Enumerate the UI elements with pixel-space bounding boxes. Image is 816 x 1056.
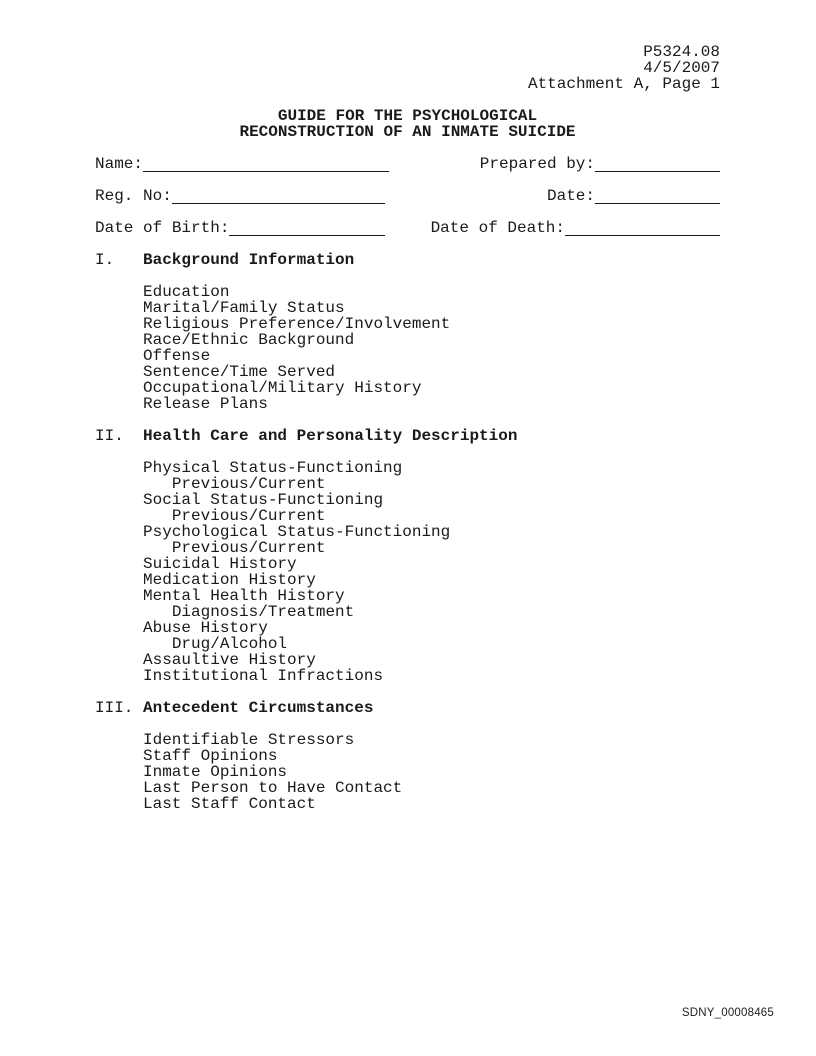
list-subitem: Drug/Alcohol [171, 635, 288, 653]
doc-header [95, 44, 720, 92]
form-row-regno-date [95, 188, 720, 204]
policy-number: P5324.08 [643, 43, 720, 61]
list-item: Inmate Opinions [143, 763, 288, 781]
prepared-by-field-line [595, 156, 720, 172]
form-row-name-preparedby [95, 156, 720, 172]
page-title-line-2: RECONSTRUCTION OF AN INMATE SUICIDE [239, 123, 576, 141]
list-item: Religious Preference/Involvement [143, 315, 451, 333]
bates-number: SDNY_00008465 [681, 1007, 774, 1019]
page-title-line-1: GUIDE FOR THE PSYCHOLOGICAL [277, 107, 538, 125]
section-numeral: III. [95, 699, 134, 717]
list-item: Abuse History [143, 619, 268, 637]
list-item: Identifiable Stressors [143, 731, 355, 749]
page-content [95, 44, 720, 812]
section-title: Background Information [143, 251, 355, 269]
section-heading-background-information [95, 252, 720, 268]
form-row-dob-dod [95, 220, 720, 236]
policy-date: 4/5/2007 [643, 59, 720, 77]
section-numeral: II. [95, 427, 124, 445]
name-field-line [143, 156, 389, 172]
list-item: Medication History [143, 571, 316, 589]
list-item: Assaultive History [143, 651, 316, 669]
list-item: Staff Opinions [143, 747, 278, 765]
list-item: Last Person to Have Contact [143, 779, 403, 797]
section-heading-health-care [95, 428, 720, 444]
name-label: Name: [95, 155, 144, 173]
list-item: Last Staff Contact [143, 795, 316, 813]
date-of-death-field-line [565, 220, 720, 236]
list-item: Race/Ethnic Background [143, 331, 355, 349]
list-item: Mental Health History [143, 587, 345, 605]
page-title [95, 108, 720, 140]
list-item: Education [143, 283, 230, 301]
list-item: Suicidal History [143, 555, 297, 573]
list-subitem: Diagnosis/Treatment [171, 603, 355, 621]
list-item: Offense [143, 347, 211, 365]
reg-no-field-line [172, 188, 385, 204]
list-item: Marital/Family Status [143, 299, 345, 317]
list-item: Institutional Infractions [143, 667, 384, 685]
list-item: Occupational/Military History [143, 379, 422, 397]
section-heading-antecedent-circumstances [95, 700, 720, 716]
list-item: Psychological Status-Functioning [143, 523, 451, 541]
attachment-page-label: Attachment A, Page 1 [527, 75, 720, 93]
date-label: Date: [546, 187, 595, 205]
date-field-line [595, 188, 720, 204]
date-of-death-label: Date of Death: [430, 219, 565, 237]
date-of-birth-field-line [229, 220, 385, 236]
section-numeral: I. [95, 251, 115, 269]
section-title: Antecedent Circumstances [143, 699, 374, 717]
date-of-birth-label: Date of Birth: [95, 219, 230, 237]
section-title: Health Care and Personality Description [143, 427, 518, 445]
list-item: Physical Status-Functioning [143, 459, 403, 477]
list-item: Release Plans [143, 395, 268, 413]
list-subitem: Previous/Current [171, 507, 326, 525]
reg-no-label: Reg. No: [95, 187, 172, 205]
list-subitem: Previous/Current [171, 539, 326, 557]
list-item: Social Status-Functioning [143, 491, 384, 509]
list-item: Sentence/Time Served [143, 363, 336, 381]
prepared-by-label: Prepared by: [479, 155, 595, 173]
list-subitem: Previous/Current [171, 475, 326, 493]
